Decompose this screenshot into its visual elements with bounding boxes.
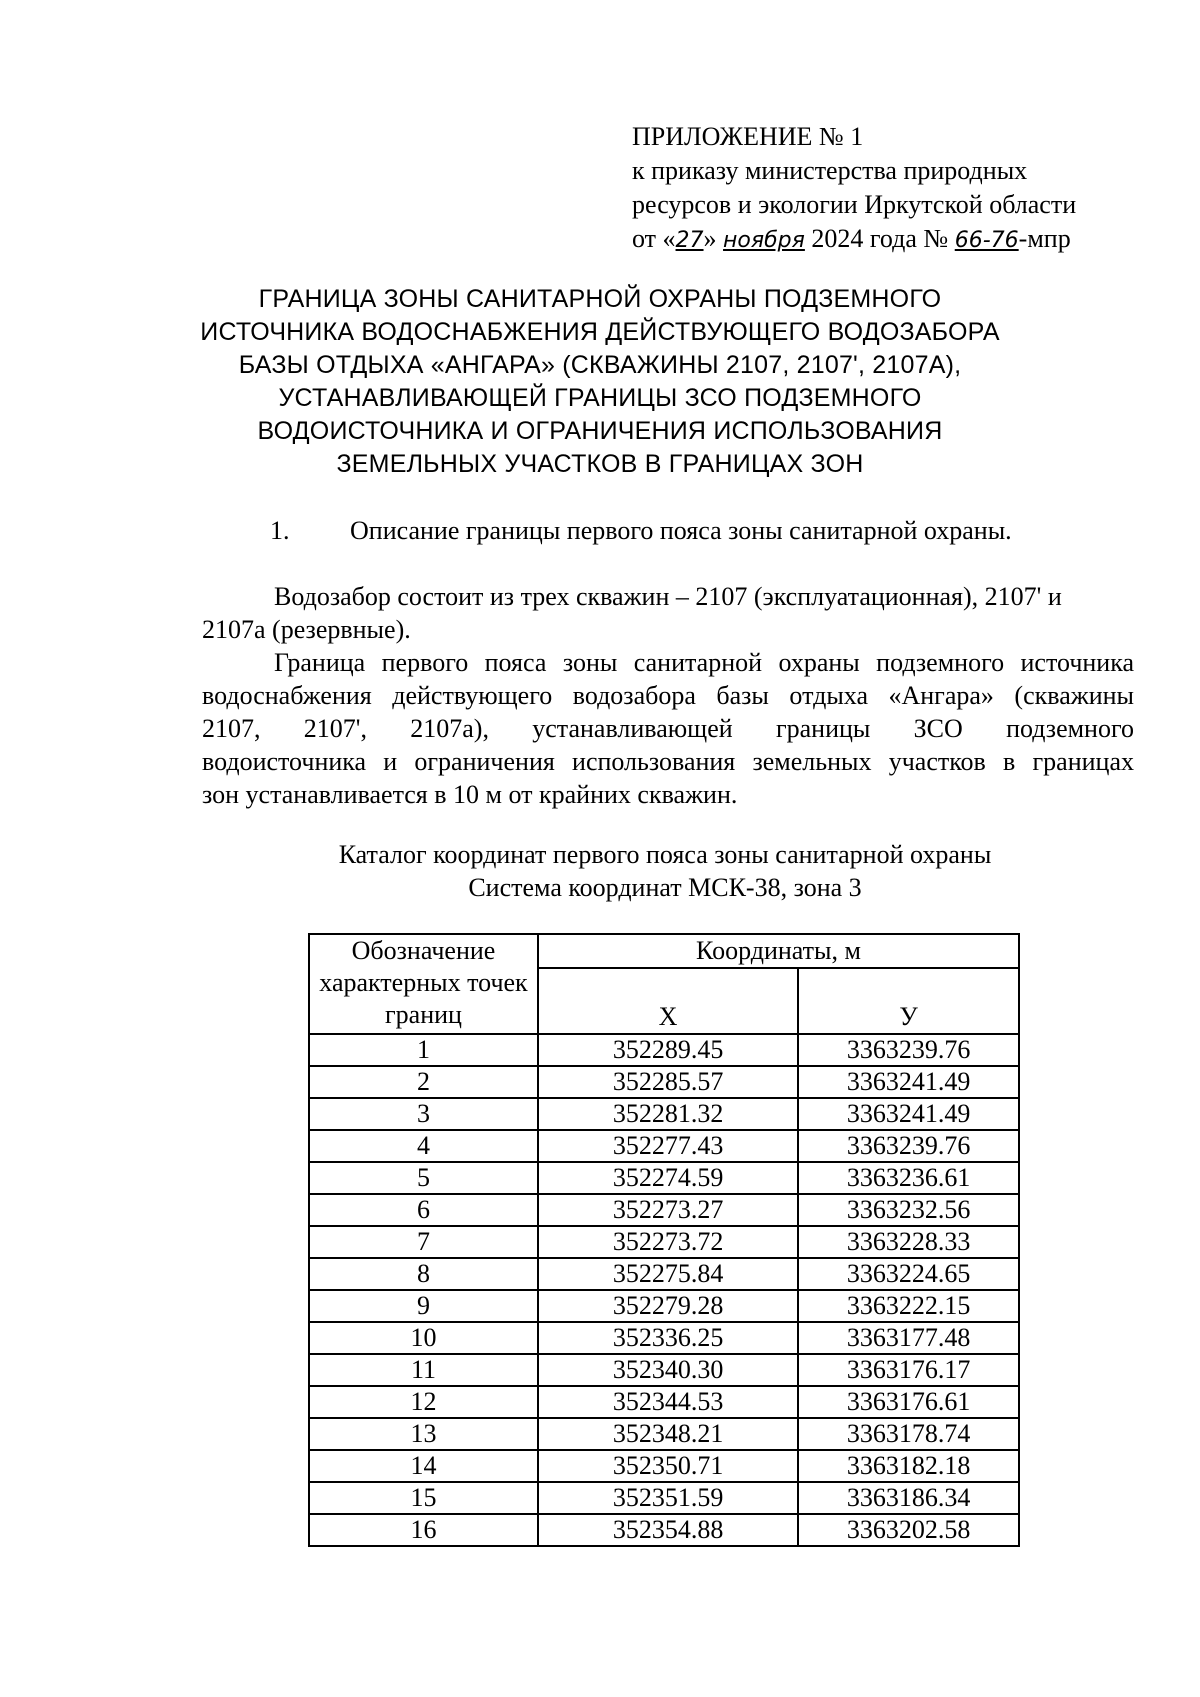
cell-y: 3363239.76 <box>798 1130 1019 1162</box>
cell-point-number: 11 <box>309 1354 538 1386</box>
cell-point-number: 4 <box>309 1130 538 1162</box>
section-heading <box>270 514 1012 548</box>
cell-y: 3363239.76 <box>798 1034 1019 1066</box>
table-row <box>309 1162 1019 1194</box>
cell-point-number: 15 <box>309 1482 538 1514</box>
table-row <box>309 1034 1019 1066</box>
cell-x: 352274.59 <box>538 1162 798 1194</box>
cell-point-number: 1 <box>309 1034 538 1066</box>
cell-y: 3363241.49 <box>798 1066 1019 1098</box>
coordinates-table <box>308 933 1020 1547</box>
cell-point-number: 5 <box>309 1162 538 1194</box>
cell-x: 352354.88 <box>538 1514 798 1546</box>
cell-y: 3363182.18 <box>798 1450 1019 1482</box>
coordinates-table-body <box>309 1034 1019 1546</box>
cell-point-number: 2 <box>309 1066 538 1098</box>
paragraph-line: водоснабжения действующего водозабора базы отдыха «Ангара» (скважины <box>202 681 1134 710</box>
cell-point-number: 13 <box>309 1418 538 1450</box>
caption-line-1: Каталог координат первого пояса зоны санитарной охраны <box>338 840 992 869</box>
cell-x: 352273.72 <box>538 1226 798 1258</box>
cell-x: 352340.30 <box>538 1354 798 1386</box>
table-row <box>309 1098 1019 1130</box>
paragraph-boundary <box>202 646 1134 811</box>
paragraph-line: зон устанавливается в 10 м от крайних скважин. <box>202 780 738 809</box>
cell-y: 3363222.15 <box>798 1290 1019 1322</box>
cell-point-number: 9 <box>309 1290 538 1322</box>
header-point-designation: Обозначение характерных точек границ <box>309 934 538 1034</box>
cell-point-number: 10 <box>309 1322 538 1354</box>
cell-point-number: 14 <box>309 1450 538 1482</box>
handwritten-order-number: 66-76 <box>954 228 1019 253</box>
appendix-line-2: ресурсов и экологии Иркутской области <box>632 190 1077 219</box>
cell-y: 3363176.61 <box>798 1386 1019 1418</box>
cell-y: 3363224.65 <box>798 1258 1019 1290</box>
date-suffix: -мпр <box>1018 224 1071 253</box>
section-heading-text: Описание границы первого пояса зоны санитарной охраны. <box>350 516 1012 545</box>
title-line: УСТАНАВЛИВАЮЩЕЙ ГРАНИЦЫ ЗСО ПОДЗЕМНОГО <box>278 384 922 412</box>
table-row <box>309 1194 1019 1226</box>
appendix-line-1: к приказу министерства природных <box>632 156 1028 185</box>
table-row <box>309 1322 1019 1354</box>
cell-point-number: 7 <box>309 1226 538 1258</box>
cell-y: 3363176.17 <box>798 1354 1019 1386</box>
title-line: ЗЕМЕЛЬНЫХ УЧАСТКОВ В ГРАНИЦАХ ЗОН <box>336 450 864 478</box>
table-row <box>309 1290 1019 1322</box>
cell-x: 352285.57 <box>538 1066 798 1098</box>
cell-y: 3363228.33 <box>798 1226 1019 1258</box>
paragraph-line: 2107, 2107', 2107а), устанавливающей границы ЗСО подземного <box>202 714 1134 743</box>
cell-x: 352336.25 <box>538 1322 798 1354</box>
cell-x: 352344.53 <box>538 1386 798 1418</box>
handwritten-month: ноября <box>723 228 805 253</box>
appendix-header <box>632 120 1172 258</box>
cell-x: 352281.32 <box>538 1098 798 1130</box>
cell-point-number: 16 <box>309 1514 538 1546</box>
date-mid-1: » <box>703 224 724 253</box>
section-number: 1. <box>270 516 290 545</box>
cell-x: 352277.43 <box>538 1130 798 1162</box>
paragraph-line: Граница первого пояса зоны санитарной охраны подземного источника <box>274 648 1134 677</box>
table-row <box>309 1130 1019 1162</box>
title-line: ИСТОЧНИКА ВОДОСНАБЖЕНИЯ ДЕЙСТВУЮЩЕГО ВОДОЗАБОРА <box>200 318 1000 346</box>
title-line: ВОДОИСТОЧНИКА И ОГРАНИЧЕНИЯ ИСПОЛЬЗОВАНИЯ <box>257 417 943 445</box>
header-coordinates: Координаты, м <box>538 934 1019 968</box>
cell-point-number: 6 <box>309 1194 538 1226</box>
header-y: У <box>798 968 1019 1034</box>
cell-x: 352351.59 <box>538 1482 798 1514</box>
table-row <box>309 1450 1019 1482</box>
cell-y: 3363178.74 <box>798 1418 1019 1450</box>
table-row <box>309 1418 1019 1450</box>
cell-y: 3363241.49 <box>798 1098 1019 1130</box>
cell-y: 3363202.58 <box>798 1514 1019 1546</box>
table-row <box>309 1354 1019 1386</box>
cell-x: 352348.21 <box>538 1418 798 1450</box>
cell-x: 352350.71 <box>538 1450 798 1482</box>
appendix-date-line <box>632 222 1172 258</box>
cell-point-number: 3 <box>309 1098 538 1130</box>
document-title <box>140 283 1060 481</box>
caption-line-2: Система координат МСК-38, зона 3 <box>468 873 862 902</box>
paragraph-wells <box>202 580 1134 646</box>
cell-x: 352279.28 <box>538 1290 798 1322</box>
table-row <box>309 1066 1019 1098</box>
cell-y: 3363177.48 <box>798 1322 1019 1354</box>
paragraph-line: 2107а (резервные). <box>202 615 411 644</box>
table-row <box>309 1482 1019 1514</box>
title-line: БАЗЫ ОТДЫХА «АНГАРА» (СКВАЖИНЫ 2107, 2107', 2107А), <box>238 351 962 379</box>
title-line: ГРАНИЦА ЗОНЫ САНИТАРНОЙ ОХРАНЫ ПОДЗЕМНОГО <box>258 285 942 313</box>
cell-x: 352289.45 <box>538 1034 798 1066</box>
table-row <box>309 1514 1019 1546</box>
cell-x: 352275.84 <box>538 1258 798 1290</box>
table-row <box>309 1258 1019 1290</box>
appendix-title: ПРИЛОЖЕНИЕ № 1 <box>632 122 864 151</box>
handwritten-day: 27 <box>675 228 704 253</box>
paragraph-line: Водозабор состоит из трех скважин – 2107 (эксплуатационная), 2107' и <box>274 582 1062 611</box>
table-row <box>309 1226 1019 1258</box>
table-row <box>309 1386 1019 1418</box>
cell-x: 352273.27 <box>538 1194 798 1226</box>
date-prefix: от « <box>632 224 676 253</box>
paragraph-line: водоисточника и ограничения использования земельных участков в границах <box>202 747 1134 776</box>
cell-y: 3363236.61 <box>798 1162 1019 1194</box>
table-caption <box>200 838 1130 904</box>
date-mid-2: 2024 года № <box>804 224 955 253</box>
cell-point-number: 12 <box>309 1386 538 1418</box>
cell-point-number: 8 <box>309 1258 538 1290</box>
cell-y: 3363232.56 <box>798 1194 1019 1226</box>
cell-y: 3363186.34 <box>798 1482 1019 1514</box>
header-x: X <box>538 968 798 1034</box>
